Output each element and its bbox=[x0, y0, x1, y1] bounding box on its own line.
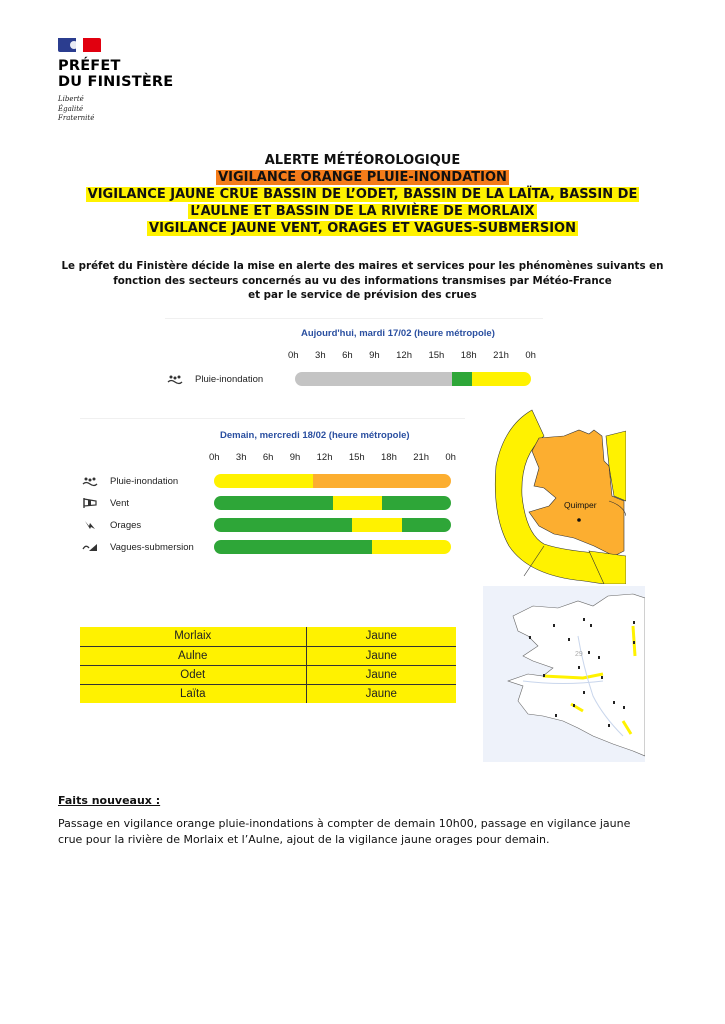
basin-level: Jaune bbox=[306, 646, 456, 665]
segment-green bbox=[214, 518, 352, 532]
table-row bbox=[80, 684, 456, 703]
basin-name: Odet bbox=[80, 665, 306, 684]
marianne-flag-icon bbox=[58, 38, 101, 52]
faits-line2: crue pour la rivière de Morlaix et l’Aulne, ajout de la vigilance jaune orages pour demain. bbox=[58, 832, 550, 846]
basin-name: Aulne bbox=[80, 646, 306, 665]
segment-green bbox=[452, 372, 472, 386]
hour-tick: 0h bbox=[288, 350, 299, 361]
yellow-crue-title-line2: L’AULNE ET BASSIN DE LA RIVIÈRE DE MORLAIX bbox=[190, 204, 535, 219]
org-name-line2: DU FINISTÈRE bbox=[58, 74, 174, 90]
segment-yellow bbox=[372, 540, 451, 554]
hour-tick: 9h bbox=[289, 452, 301, 463]
segment-green bbox=[402, 518, 451, 532]
intro-line3: et par le service de prévision des crues bbox=[248, 289, 477, 301]
tomorrow-row-orages bbox=[80, 517, 141, 533]
org-name bbox=[58, 58, 198, 90]
crues-map bbox=[483, 586, 645, 762]
basin-name: Laïta bbox=[80, 684, 306, 703]
hour-tick: 6h bbox=[342, 350, 353, 361]
hour-tick: 21h bbox=[493, 350, 509, 361]
segment-orange bbox=[313, 474, 451, 488]
today-pluie-bar bbox=[295, 372, 531, 386]
tomorrow-vent-bar bbox=[214, 496, 451, 510]
today-hour-axis bbox=[288, 350, 536, 361]
today-title: Aujourd'hui, mardi 17/02 (heure métropole) bbox=[301, 328, 495, 339]
basin-name: Morlaix bbox=[80, 627, 306, 646]
tomorrow-pluie-bar bbox=[214, 474, 451, 488]
basin-level: Jaune bbox=[306, 627, 456, 646]
segment-none bbox=[295, 372, 452, 386]
basin-level: Jaune bbox=[306, 684, 456, 703]
row-label: Pluie-inondation bbox=[110, 475, 179, 487]
row-label: Vagues-submersion bbox=[110, 541, 194, 553]
faits-nouveaux-text bbox=[58, 816, 670, 847]
hour-tick: 0h bbox=[525, 350, 536, 361]
row-label: Orages bbox=[110, 519, 142, 531]
tomorrow-vigilance-panel bbox=[80, 418, 465, 568]
hour-tick: 3h bbox=[235, 452, 247, 463]
panel-divider bbox=[165, 318, 543, 319]
hour-tick: 9h bbox=[369, 350, 380, 361]
motto bbox=[58, 95, 198, 124]
vigilance-map bbox=[484, 406, 626, 584]
intro-text bbox=[40, 259, 685, 303]
hour-tick: 21h bbox=[413, 452, 430, 463]
rain-flood-icon bbox=[80, 474, 100, 488]
segment-yellow bbox=[472, 372, 531, 386]
basins-vigilance-table bbox=[80, 627, 456, 703]
tomorrow-row-vent bbox=[80, 495, 129, 511]
motto-liberte: Liberté bbox=[58, 95, 84, 103]
hour-tick: 18h bbox=[460, 350, 477, 361]
map-city-label: Quimper bbox=[564, 500, 597, 510]
yellow-other-title: VIGILANCE JAUNE VENT, ORAGES ET VAGUES-SUBMERSION bbox=[149, 221, 576, 236]
wind-sock-icon bbox=[80, 496, 100, 510]
segment-green bbox=[214, 540, 372, 554]
page-title: ALERTE MÉTÉOROLOGIQUE bbox=[264, 153, 461, 168]
motto-egalite: Égalité bbox=[58, 104, 84, 113]
hour-tick: 15h bbox=[348, 452, 365, 463]
segment-yellow bbox=[214, 474, 313, 488]
table-row bbox=[80, 646, 456, 665]
prefecture-logo bbox=[58, 38, 198, 124]
faits-nouveaux-heading: Faits nouveaux : bbox=[58, 794, 161, 807]
table-row bbox=[80, 665, 456, 684]
segment-green bbox=[214, 496, 333, 510]
row-label: Vent bbox=[110, 497, 130, 509]
table-row bbox=[80, 627, 456, 646]
faits-line1: Passage en vigilance orange pluie-inondations à compter de demain 10h00, passage en vigilance jaune bbox=[58, 817, 631, 830]
hour-tick: 15h bbox=[428, 350, 445, 361]
tomorrow-title: Demain, mercredi 18/02 (heure métropole) bbox=[220, 430, 410, 441]
basin-level: Jaune bbox=[306, 665, 456, 684]
wave-icon bbox=[80, 540, 100, 554]
hour-tick: 3h bbox=[315, 350, 326, 361]
tomorrow-hour-axis bbox=[209, 452, 456, 463]
hour-tick: 12h bbox=[396, 350, 412, 361]
motto-fraternite: Fraternité bbox=[58, 114, 95, 122]
svg-text:29: 29 bbox=[575, 651, 583, 658]
panel-divider bbox=[80, 418, 465, 419]
hour-tick: 6h bbox=[262, 452, 274, 463]
intro-line2: fonction des secteurs concernés au vu des informations transmises par Météo-France bbox=[113, 274, 612, 287]
segment-green bbox=[382, 496, 451, 510]
tomorrow-orages-bar bbox=[214, 518, 451, 532]
yellow-crue-title-line1: VIGILANCE JAUNE CRUE BASSIN DE L’ODET, BASSIN DE LA LAÏTA, BASSIN DE bbox=[87, 187, 638, 202]
segment-yellow bbox=[333, 496, 382, 510]
rain-flood-icon bbox=[165, 372, 185, 386]
hour-tick: 0h bbox=[445, 452, 456, 463]
segment-yellow bbox=[352, 518, 401, 532]
orange-vigilance-title: VIGILANCE ORANGE PLUIE-INONDATION bbox=[218, 170, 507, 185]
intro-line1: Le préfet du Finistère décide la mise en alerte des maires et services pour les phénomènes suivants en bbox=[61, 260, 664, 272]
tomorrow-vagues-bar bbox=[214, 540, 451, 554]
lightning-icon bbox=[80, 518, 100, 532]
tomorrow-row-vagues-submersion bbox=[80, 539, 194, 555]
today-vigilance-panel bbox=[165, 318, 543, 398]
tomorrow-row-pluie-inondation bbox=[80, 473, 178, 489]
today-row-pluie-inondation bbox=[165, 371, 263, 387]
hour-tick: 12h bbox=[316, 452, 333, 463]
alert-titles bbox=[40, 152, 685, 237]
row-label: Pluie-inondation bbox=[195, 373, 264, 385]
hour-tick: 18h bbox=[381, 452, 397, 463]
hour-tick: 0h bbox=[209, 452, 220, 463]
org-name-line1: PRÉFET bbox=[58, 58, 121, 74]
